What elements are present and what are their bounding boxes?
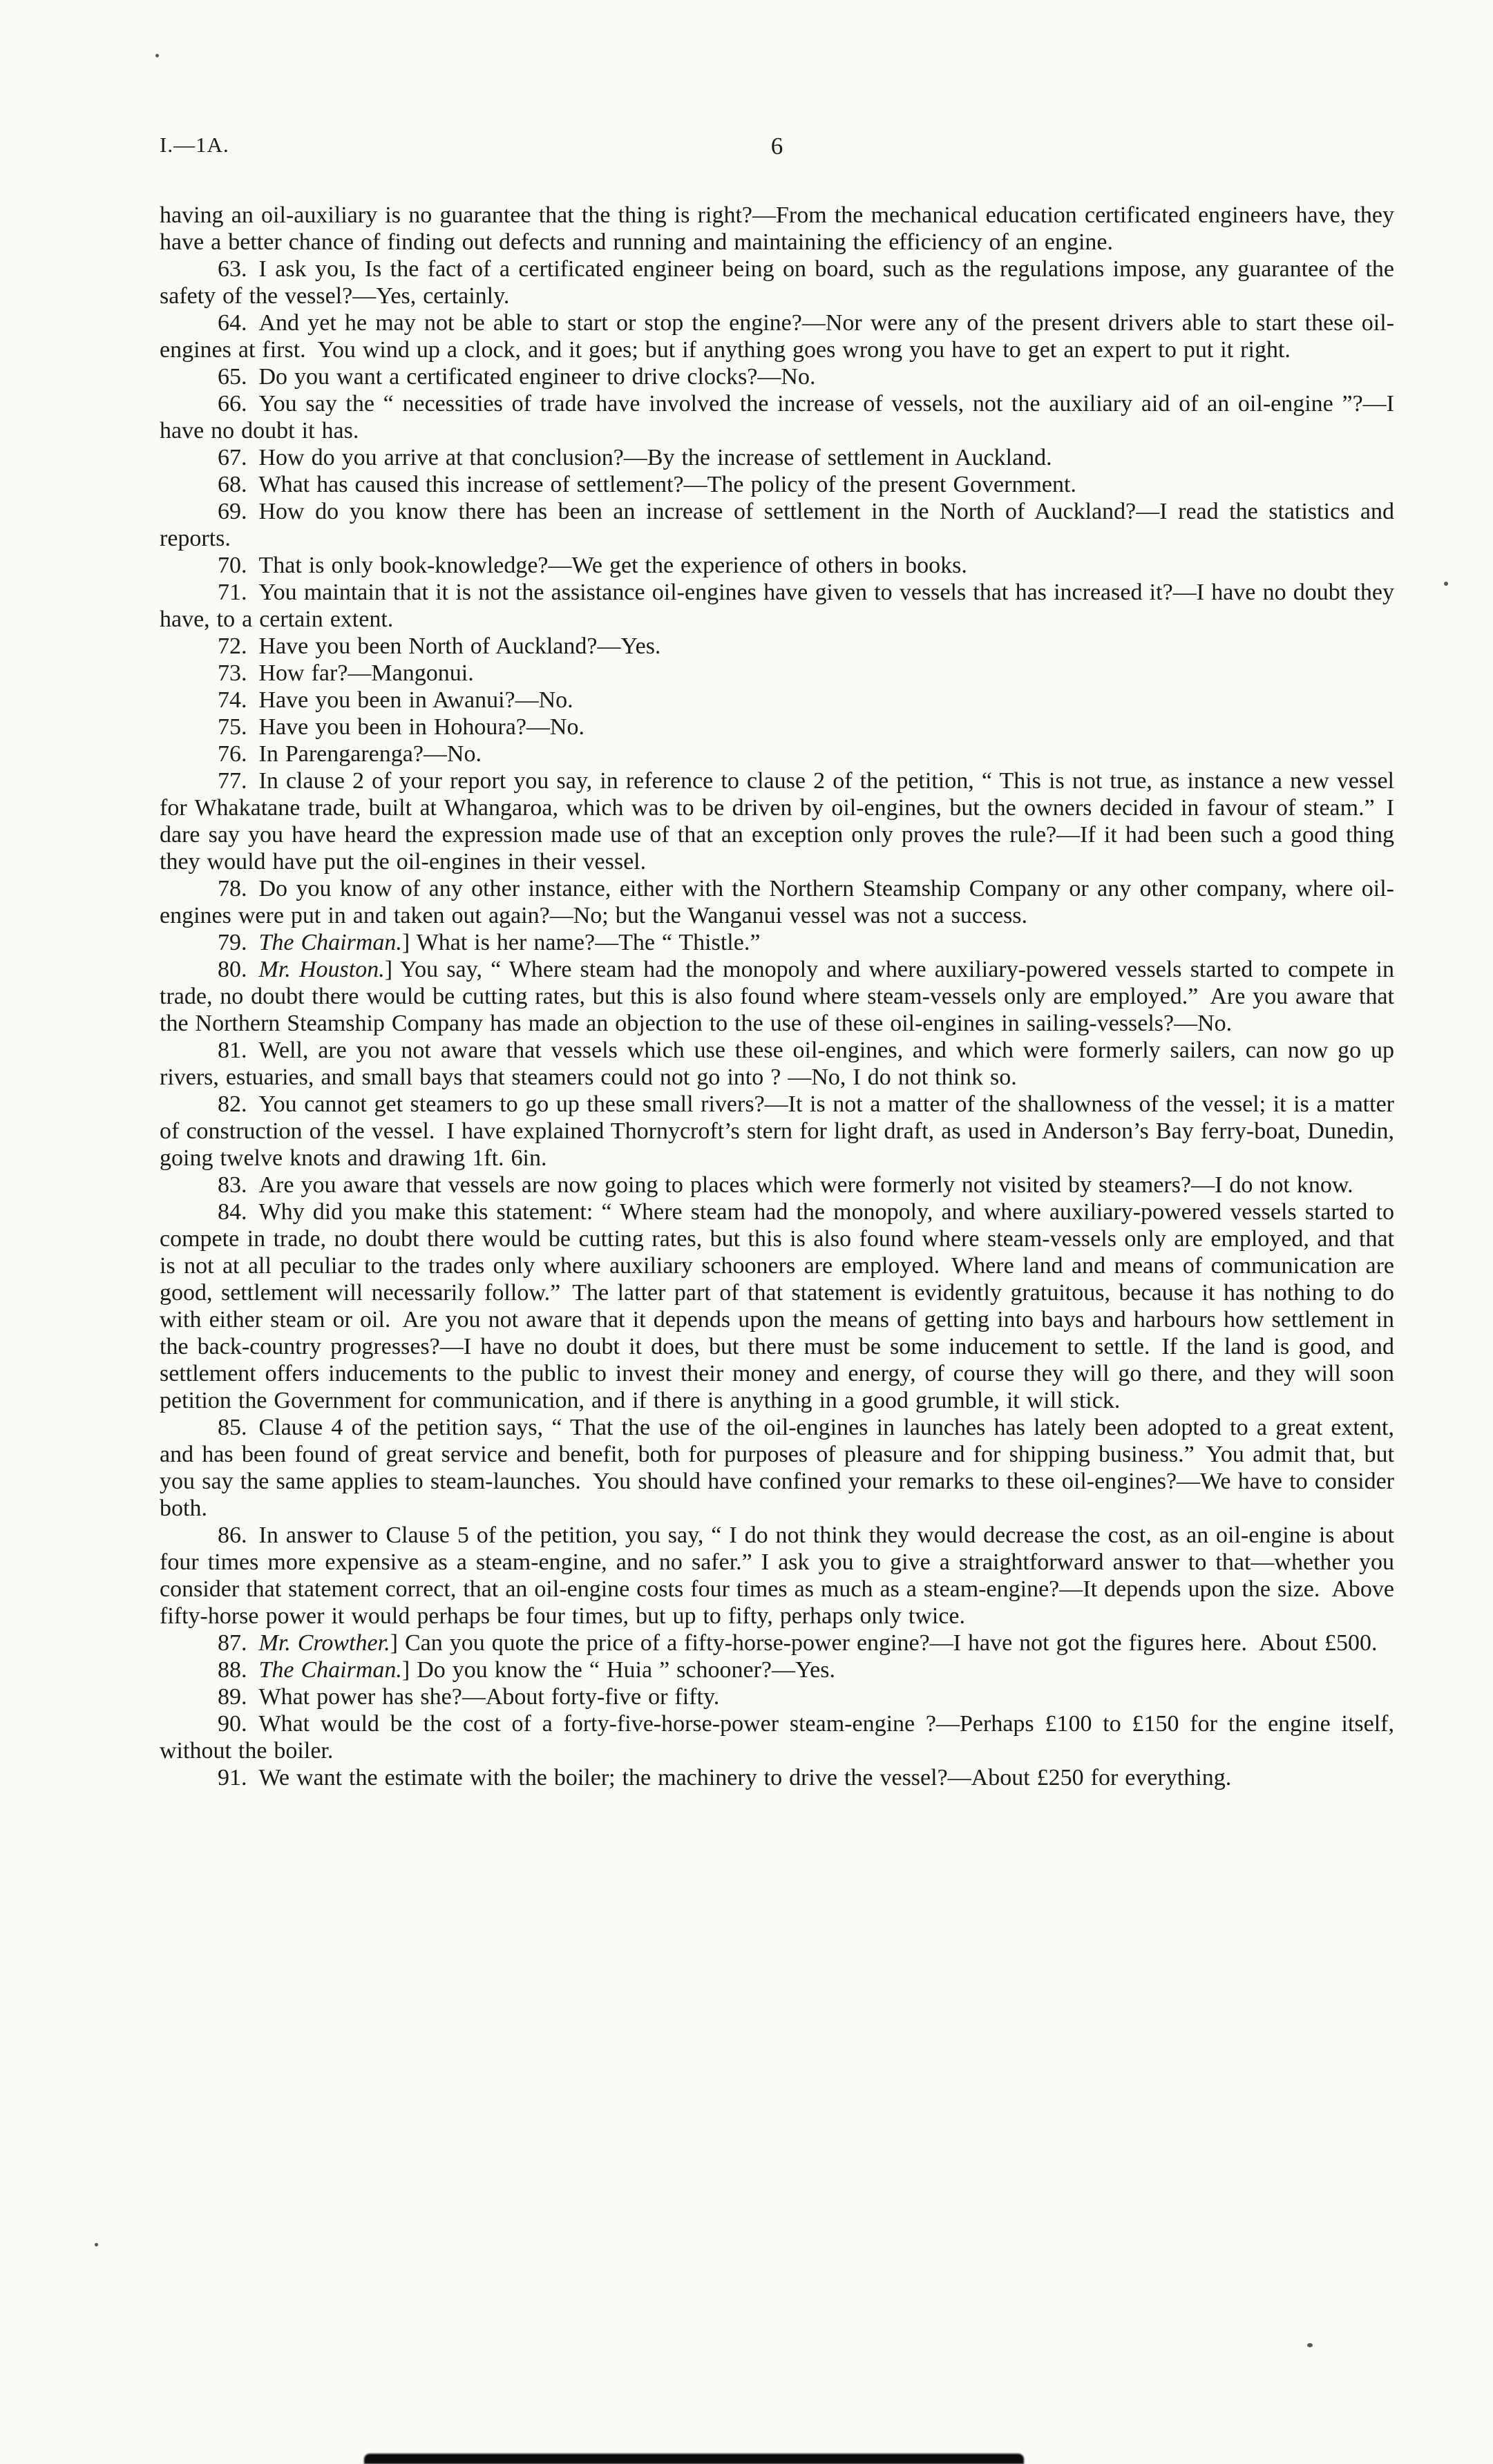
text-segment: 83. Are you aware that vessels are now going to places which were formerly not visited by steamers?—I do not know. [218,1172,1353,1198]
page-header [160,133,1394,163]
paragraph [160,579,1394,633]
paragraph [160,552,1394,579]
text-segment: 77. In clause 2 of your report you say, in reference to clause 2 of the petition, “ This is not true, as instance a new vessel for Whakatane trade, built at Whangaroa, which was to be driven by oil-engines, but the owners decided in favour of steam.” I dare say you have heard the expression made use of that an exception only proves the rule?—If it had been such a good thing they would have put the oil-engines in their vessel. [160,768,1394,875]
ink-speck [95,2243,98,2246]
text-segment: 74. Have you been in Awanui?—No. [218,687,573,713]
text-segment: 65. Do you want a certificated engineer to drive clocks?—No. [218,364,816,390]
paragraph [160,256,1394,309]
text-segment: 66. You say the “ necessities of trade have involved the increase of vessels, not the auxiliary aid of an oil-engine ”?—I have no doubt it has. [160,391,1394,443]
text-segment: 73. How far?—Mangonui. [218,660,474,686]
text-segment: 80. [218,957,259,982]
paragraph [160,444,1394,471]
paragraph [160,1683,1394,1710]
paragraph [160,1522,1394,1630]
text-segment: 63. I ask you, Is the fact of a certificated engineer being on board, such as the regulations impose, any guarantee of the safety of the vessel?—Yes, certainly. [160,256,1394,309]
paragraph [160,714,1394,741]
text-segment: 82. You cannot get steamers to go up these small rivers?—It is not a matter of the shallowness of the vessel; it is a matter of construction of the vessel. I have explained Thornycroft’s stern for light draft, as used in Anderson’s Bay ferry-boat, Dunedin, going twelve knots and drawing 1ft. 6in. [160,1091,1394,1171]
text-segment: 71. You maintain that it is not the assistance oil-engines have given to vessels that has increased it?—I have no doubt they have, to a certain extent. [160,580,1394,632]
paragraph [160,1630,1394,1656]
paragraph [160,660,1394,687]
text-segment: 86. In answer to Clause 5 of the petition, you say, “ I do not think they would decrease the cost, as an oil-engine is about four times more expensive as a steam-engine, and no safer.” I ask you to give a straightforward answer to that—whether you consider that statement correct, that an oil-engine costs four times as much as a steam-engine?—It depends upon the size. Above fifty-horse power it would perhaps be four times, but up to fifty, perhaps only twice. [160,1522,1394,1629]
paragraph [160,309,1394,363]
text-segment: 75. Have you been in Hohoura?—No. [218,714,584,740]
paragraph [160,687,1394,714]
paragraph [160,1198,1394,1414]
speaker-name: Mr. Crowther. [258,1630,390,1656]
document-reference: I.—1A. [160,133,229,157]
text-segment: ] Can you quote the price of a fifty-horse-power engine?—I have not got the figures here. About £500. [390,1630,1378,1656]
paragraph [160,1091,1394,1172]
text-segment: 67. How do you arrive at that conclusion?—By the increase of settlement in Auckland. [218,445,1052,470]
text-segment: ] Do you know the “ Huia ” schooner?—Yes. [401,1657,835,1683]
paragraph [160,363,1394,390]
page-number: 6 [770,133,783,160]
paragraph [160,741,1394,767]
paragraph [160,1656,1394,1683]
paragraph [160,471,1394,498]
text-segment: 64. And yet he may not be able to start or stop the engine?—Nor were any of the present drivers able to start these oil-engines at first. You wind up a clock, and it goes; but if anything goes wrong you have to get an expert to put it right. [160,310,1394,363]
paragraph [160,1414,1394,1522]
paragraph [160,1764,1394,1791]
text-segment: 88. [218,1657,259,1683]
paragraph [160,498,1394,552]
text-segment: 89. What power has she?—About forty-five or fifty. [218,1684,720,1710]
text-segment: 72. Have you been North of Auckland?—Yes. [218,633,661,659]
text-segment: 68. What has caused this increase of settlement?—The policy of the present Government. [218,472,1076,497]
text-segment: 78. Do you know of any other instance, either with the Northern Steamship Company or any other company, where oil-engines were put in and taken out again?—No; but the Wanganui vessel was not a success. [160,876,1394,928]
paragraph [160,767,1394,875]
text-segment: 70. That is only book-knowledge?—We get the experience of others in books. [218,553,967,578]
speaker-name: The Chairman. [258,930,402,955]
ink-speck [1444,582,1448,586]
ink-speck [1307,2343,1313,2347]
testimony-body [160,202,1394,1791]
scan-artifact-bar [364,2454,1024,2464]
paragraph [160,1037,1394,1091]
text-segment: 91. We want the estimate with the boiler; the machinery to drive the vessel?—About £250 for everything. [218,1765,1232,1790]
text-segment: ] What is her name?—The “ Thistle.” [401,930,761,955]
text-segment: 76. In Parengarenga?—No. [218,741,482,767]
text-segment: 85. Clause 4 of the petition says, “ That the use of the oil-engines in launches has lately been adopted to a great extent, and has been found of great service and benefit, both for purposes of pleasure and for shipping business.” You admit that, but you say the same applies to steam-launches. You should have confined your remarks to these oil-engines?—We have to consider both. [160,1415,1394,1521]
paragraph [160,956,1394,1037]
text-segment: 79. [218,930,259,955]
text-segment: having an oil-auxiliary is no guarantee that the thing is right?—From the mechanical education certificated engineers have, they have a better chance of finding out defects and running and maintaining the efficiency of an engine. [160,202,1394,255]
paragraph [160,1172,1394,1198]
paragraph [160,390,1394,444]
text-segment: 69. How do you know there has been an increase of settlement in the North of Auckland?—I read the statistics and reports. [160,499,1394,551]
paragraph [160,633,1394,660]
ink-speck [155,54,159,57]
paragraph [160,929,1394,956]
text-segment: 87. [218,1630,259,1656]
paragraph [160,1710,1394,1764]
text-segment: 84. Why did you make this statement: “ Where steam had the monopoly, and where auxiliary-powered vessels started to compete in trade, no doubt there would be cutting rates, but this is also found where steam-vessels only are employed, and that is not at all peculiar to the trades only where auxiliary schooners are employed. Where land and means of communication are good, settlement will necessarily follow.” The latter part of that statement is evidently gratuitous, because it has nothing to do with either steam or oil. Are you not aware that it depends upon the means of getting into bays and harbours how settlement in the back-country progresses?—I have no doubt it does, but there must be some inducement to settle. If the land is good, and settlement offers inducements to the public to invest their money and energy, of course they will go there, and they will soon petition the Government for communication, and if there is anything in a good grumble, it will stick. [160,1199,1394,1413]
text-segment: 81. Well, are you not aware that vessels which use these oil-engines, and which were formerly sailers, can now go up rivers, estuaries, and small bays that steamers could not go into ? —No, I do not think so. [160,1038,1394,1090]
speaker-name: Mr. Houston. [258,957,385,982]
speaker-name: The Chairman. [258,1657,402,1683]
paragraph [160,202,1394,256]
text-segment: ] You say, “ Where steam had the monopoly and where auxiliary-powered vessels started to compete in trade, no doubt there would be cutting rates, but this is also found where steam-vessels only are employed.” Are you aware that the Northern Steamship Company has made an objection to the use of these oil-engines in sailing-vessels?—No. [160,957,1394,1036]
text-segment: 90. What would be the cost of a forty-five-horse-power steam-engine ?—Perhaps £100 to £150 for the engine itself, without the boiler. [160,1711,1394,1764]
paragraph [160,875,1394,929]
